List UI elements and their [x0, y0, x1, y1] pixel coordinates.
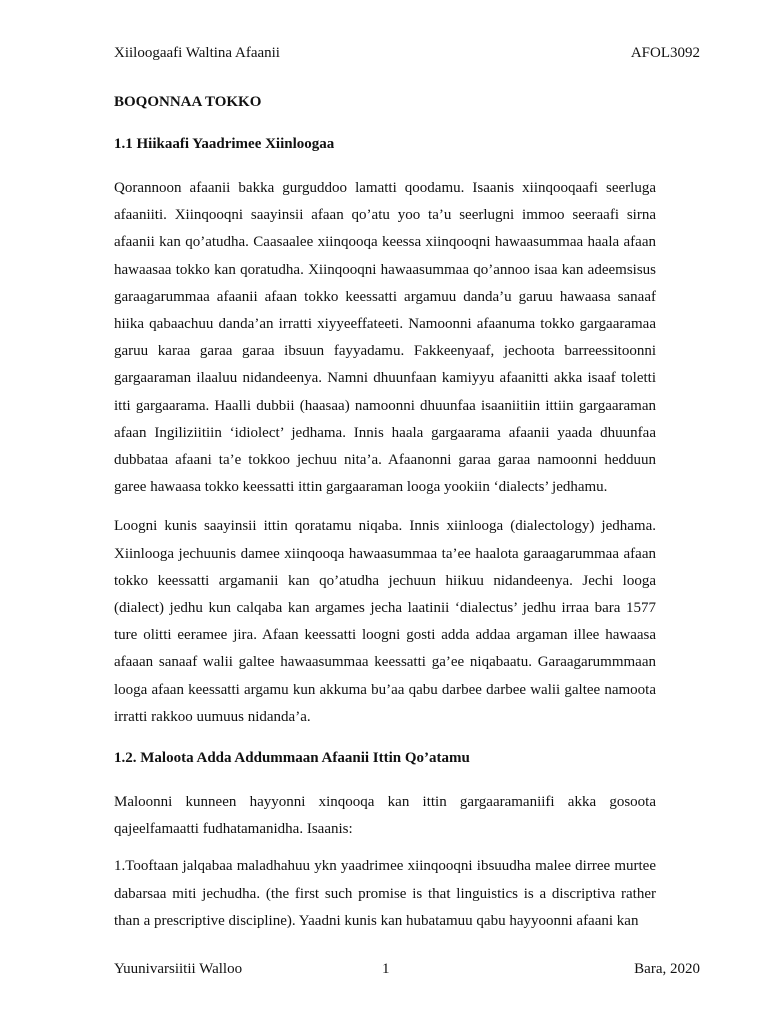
header-course-title: Xiiloogaafi Waltina Afaanii — [114, 45, 280, 61]
page-content — [114, 93, 656, 947]
paragraph-3: Maloonni kunneen hayyonni xinqooqa kan ittin gargaaramaniifi akka gosoota qajeelfamaatti fudhatamanidha. Isaanis: — [114, 794, 656, 838]
chapter-title: BOQONNAA TOKKO — [114, 94, 262, 110]
footer-page-number: 1 — [382, 961, 390, 977]
page-header — [114, 45, 700, 62]
section-title-1-1: 1.1 Hiikaafi Yaadrimee Xiinloogaa — [114, 136, 335, 152]
page-footer — [114, 961, 700, 978]
paragraph-4: 1.Tooftaan jalqabaa maladhahuu ykn yaadrimee xiinqooqni ibsuudha malee dirree murtee dabarsaa miti jechudha. (the first such promise is that linguistics is a discriptiva rather than a prescriptive discipline). Yaadni kunis kan hubatamuu qabu hayyoonni afaani kan — [114, 858, 656, 929]
footer-university: Yuunivarsiitii Walloo — [114, 961, 243, 977]
footer-year: Bara, 2020 — [634, 961, 700, 977]
paragraph-1: Qorannoon afaanii bakka gurguddoo lamatti qoodamu. Isaanis xiinqooqaafi seerluga afaaniiti. Xiinqooqni saayinsii afaan qo’atu yoo ta’u seerlugni immoo seeraafi sirna afaanii kan qo’atudha. Caasaalee xiinqooqa keessa xiinqooqni hawaasummaa haala afaan hawaasaa tokko kan qoratudha. Xiinqooqni hawaasummaa qo’annoo isaa kan adeemsisus garaagarummaa afaanii afaan tokko keessatti argamuu danda’u garuu hawaasa sanaaf hiika qabaachuu danda’an irratti xiyyeeffateeti. Namoonni afaanuma tokko gargaaramaa garuu karaa garaa garaa ibsuun fayyadamu. Fakkeenyaaf, jechoota barreessitoonni gargaaraman ilaaluu nidandeenya. Namni dhuunfaan kamiyyu afaanitti akka isaaf toletti itti gargaarama. Haalli dubbii (haasaa) namoonni dhuunfaa isaaniitiin ittiin gargaaraman afaan Ingiliziitiin ‘idiolect’ jedhama. Innis haala gargaarama afaanii yaada dhuunfaa dubbataa afaani ta’e tokkoo jechuu nita’a. Afaanonni garaa garaa namoonni hedduun garee hawaasa tokko keessatti ittin gargaaraman looga yookiin ‘dialects’ jedhamu. — [114, 180, 656, 496]
paragraph-2: Loogni kunis saayinsii ittin qoratamu niqaba. Innis xiinlooga (dialectology) jedhama. Xiinlooga jechuunis damee xiinqooqa hawaasummaa ta’ee haalota garaagarummaa afaan tokko keessatti argamanii kan qo’atudha jechuun hiikuu nidandeenya. Jechi looga (dialect) jedhu kun calqaba kan argames jecha laatinii ‘dialectus’ jedhu irraa bara 1577 ture olitti eeramee jira. Afaan keessatti loogni gosti adda addaa argaman illee hawaasa afaaan sanaaf walii galtee hawaasummaa keessatti ga’ee niqabaatu. Garaagarummmaan looga afaan keessatti argamu kun akkuma bu’aa qabu darbee darbee walii galtee namoota irratti rakkoo uumuus nidanda’a. — [114, 518, 656, 725]
header-course-code: AFOL3092 — [630, 45, 700, 61]
section-title-1-2: 1.2. Maloota Adda Addummaan Afaanii Ittin Qo’atamu — [114, 750, 470, 767]
